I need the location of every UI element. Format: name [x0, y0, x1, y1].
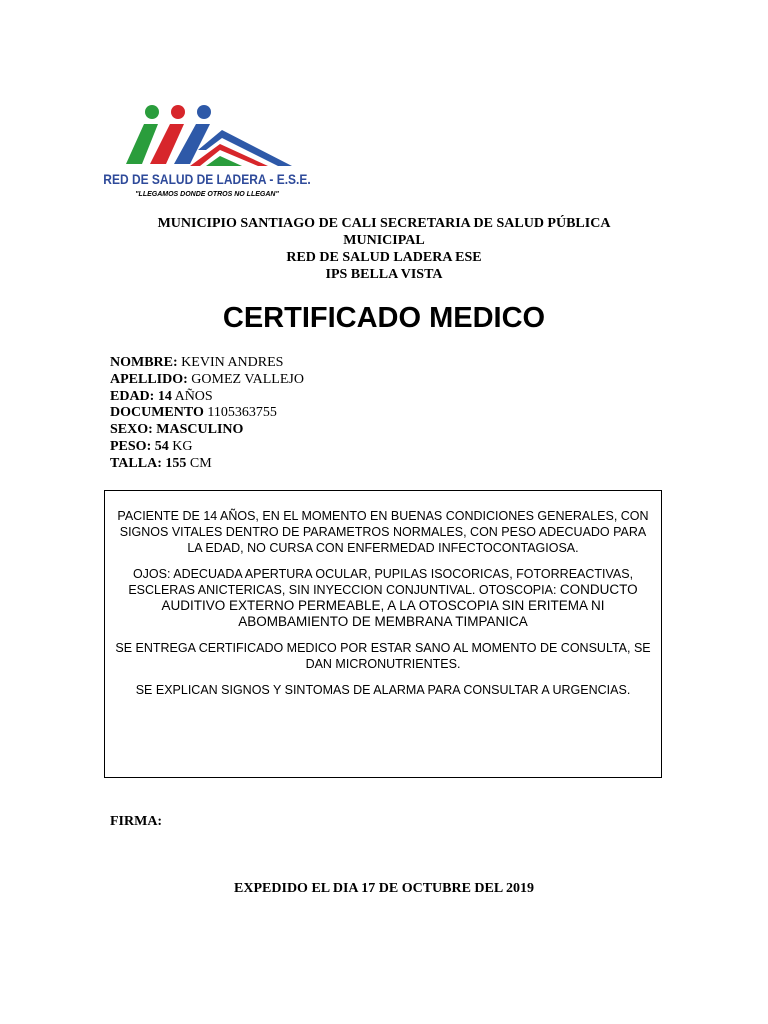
header-line-4: IPS BELLA VISTA — [325, 267, 443, 282]
sexo-value: MASCULINO — [156, 422, 244, 438]
otoscopia-text: CONDUCTO AUDITIVO EXTERNO PERMEABLE, A LA OTOSCOPIA SIN ERITEMA NI ABOMBAMIENTO DE MEMBRANA TIMPANICA — [161, 582, 638, 629]
patient-fields — [110, 355, 304, 473]
talla-number: 155 — [165, 455, 187, 471]
field-apellido — [110, 372, 304, 389]
sexo-label: SEXO: — [110, 422, 153, 438]
logo-name-text: RED DE SALUD DE LADERA - E.S.E. — [103, 171, 311, 188]
header-line-1: MUNICIPIO SANTIAGO DE CALI SECRETARIA DE SALUD PÚBLICA — [157, 216, 611, 231]
apellido-label: APELLIDO: — [110, 371, 188, 387]
findings-alarm-signs: SE EXPLICAN SIGNOS Y SINTOMAS DE ALARMA PARA CONSULTAR A URGENCIAS. — [135, 683, 631, 697]
edad-unit: AÑOS — [174, 388, 213, 404]
findings-eyes: OJOS: ADECUADA APERTURA OCULAR, PUPILAS ISOCORICAS, FOTORREACTIVAS, ESCLERAS ANICTERICAS, SIN INYECCION CONJUNTIVAL. — [128, 567, 634, 597]
findings-general: PACIENTE DE 14 AÑOS, EN EL MOMENTO EN BUENAS CONDICIONES GENERALES, CON SIGNOS VITALES DENTRO DE PARAMETROS NORMALES, CON PESO ADECUADO PARA LA EDAD, NO CURSA CON ENFERMEDAD INFECTOCONTAGIOSA. — [117, 509, 649, 555]
field-documento — [110, 405, 304, 422]
header-line-3: RED DE SALUD LADERA ESE — [286, 250, 482, 265]
issue-date: EXPEDIDO EL DIA 17 DE OCTUBRE DEL 2019 — [234, 881, 534, 896]
header-line-2: MUNICIPAL — [343, 233, 425, 248]
field-edad — [110, 389, 304, 406]
field-sexo — [110, 422, 304, 439]
findings-exam — [111, 566, 655, 630]
talla-unit: CM — [189, 455, 212, 471]
institution-header — [0, 215, 768, 283]
edad-number: 14 — [157, 388, 172, 404]
red-de-salud-logo-graphic — [103, 100, 311, 200]
edad-label: EDAD: — [110, 388, 155, 404]
medical-findings-box — [104, 490, 662, 778]
field-nombre — [110, 355, 304, 372]
otoscopia-label: OTOSCOPIA: — [478, 583, 557, 597]
nombre-value: KEVIN ANDRES — [181, 355, 284, 370]
peso-unit: KG — [172, 438, 193, 454]
findings-certificate: SE ENTREGA CERTIFICADO MEDICO POR ESTAR SANO AL MOMENTO DE CONSULTA, SE DAN MICRONUTRIENTES. — [115, 641, 651, 671]
field-talla — [110, 456, 304, 473]
logo-slogan-text: "LLEGAMOS DONDE OTROS NO LLEGAN" — [135, 191, 279, 198]
peso-number: 54 — [154, 438, 169, 454]
signature-label: FIRMA: — [110, 814, 163, 829]
organization-logo — [103, 100, 311, 200]
talla-label: TALLA: — [110, 455, 162, 471]
documento-label: DOCUMENTO — [110, 405, 204, 421]
peso-label: PESO: — [110, 438, 152, 454]
documento-value: 1105363755 — [207, 405, 277, 421]
apellido-value: GOMEZ VALLEJO — [191, 371, 304, 387]
field-peso — [110, 439, 304, 456]
nombre-label: NOMBRE: — [110, 355, 178, 370]
document-title: CERTIFICADO MEDICO — [222, 302, 546, 334]
